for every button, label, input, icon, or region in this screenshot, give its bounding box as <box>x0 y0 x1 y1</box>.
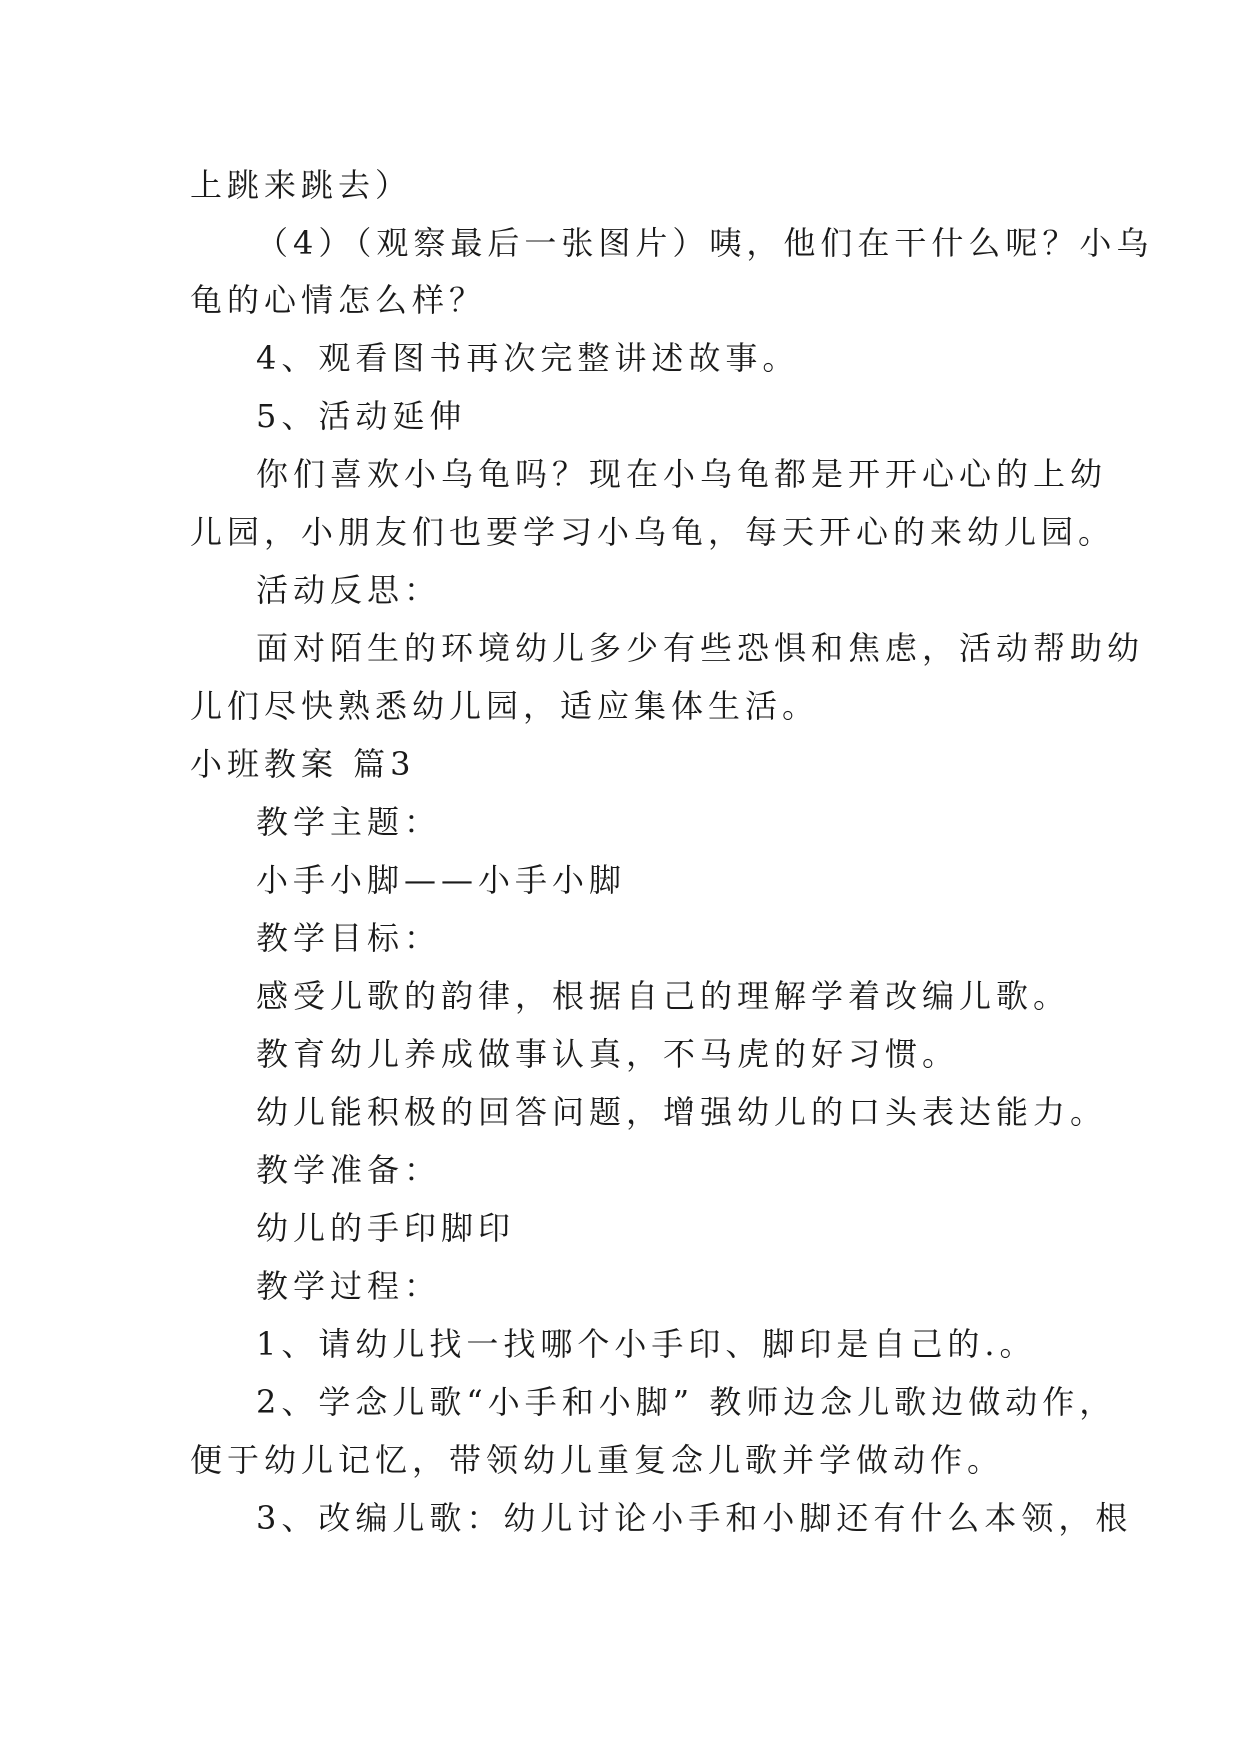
text-line: 面对陌生的环境幼儿多少有些恐惧和焦虑，活动帮助幼 <box>256 629 1145 667</box>
text-line: 教育幼儿养成做事认真，不马虎的好习惯。 <box>256 1035 960 1073</box>
text-line: 教学准备： <box>256 1151 442 1189</box>
text-line: 儿们尽快熟悉幼儿园，适应集体生活。 <box>190 687 820 725</box>
text-line: 便于幼儿记忆，带领幼儿重复念儿歌并学做动作。 <box>190 1441 1005 1479</box>
text-line: 小手小脚——小手小脚 <box>256 861 627 899</box>
text-line: 活动反思： <box>256 571 442 609</box>
text-line: 2、学念儿歌“小手和小脚” 教师边念儿歌边做动作， <box>256 1383 1117 1421</box>
text-line: 龟的心情怎么样？ <box>190 281 487 319</box>
text-line: 儿园，小朋友们也要学习小乌龟，每天开心的来幼儿园。 <box>190 513 1116 551</box>
text-line: 幼儿能积极的回答问题，增强幼儿的口头表达能力。 <box>256 1093 1108 1131</box>
text-line: 4、观看图书再次完整讲述故事。 <box>256 339 800 377</box>
text-line: 幼儿的手印脚印 <box>256 1209 516 1247</box>
text-line: 教学过程： <box>256 1267 442 1305</box>
text-line: （4）（观察最后一张图片）咦，他们在干什么呢？小乌 <box>256 224 1154 262</box>
text-line: 感受儿歌的韵律，根据自己的理解学着改编儿歌。 <box>256 977 1071 1015</box>
text-line: 3、改编儿歌：幼儿讨论小手和小脚还有什么本领，根 <box>256 1499 1133 1537</box>
text-line: 1、请幼儿找一找哪个小手印、脚印是自己的.。 <box>256 1325 1037 1363</box>
text-line: 上跳来跳去） <box>190 166 413 204</box>
section-heading: 小班教案 篇3 <box>190 745 416 783</box>
text-line: 你们喜欢小乌龟吗？现在小乌龟都是开开心心的上幼 <box>256 455 1108 493</box>
text-line: 5、活动延伸 <box>256 397 467 435</box>
text-line: 教学主题： <box>256 803 442 841</box>
text-line: 教学目标： <box>256 919 442 957</box>
